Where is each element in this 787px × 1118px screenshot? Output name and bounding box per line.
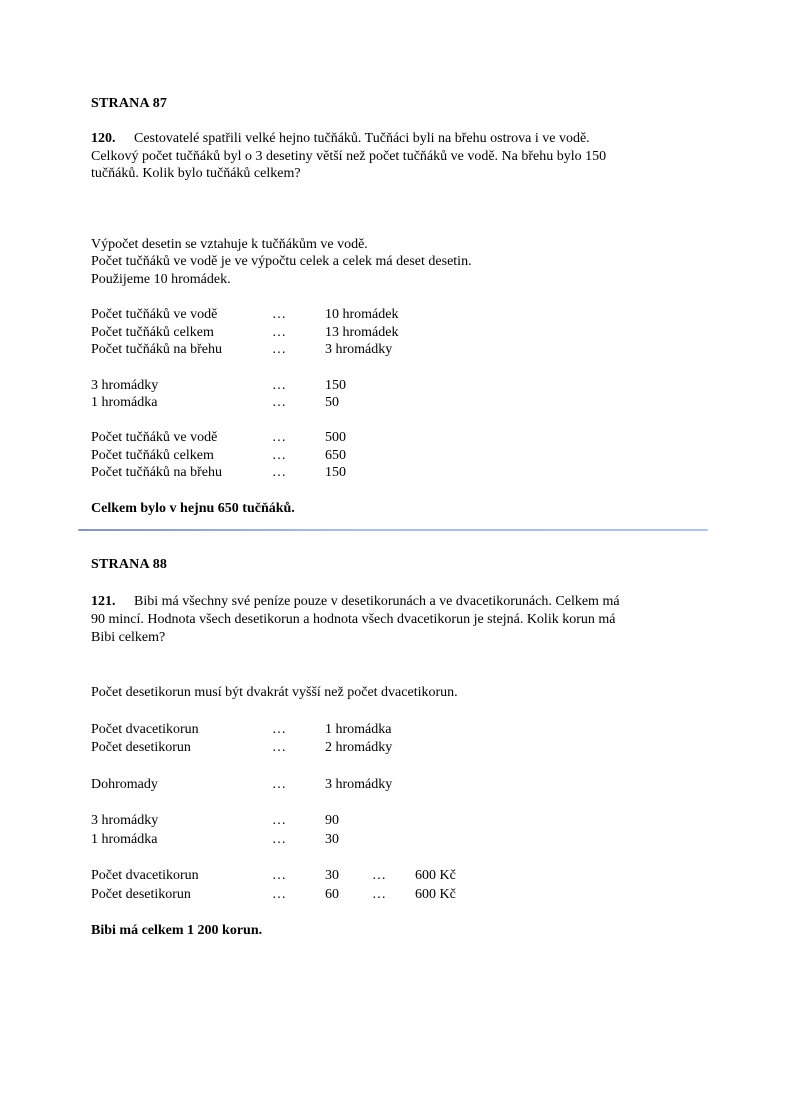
row-label: Počet dvacetikorun [91,868,199,884]
row-label: Počet tučňáků na břehu [91,465,223,481]
table-row [91,464,707,482]
row-value: 1 hromádka [325,721,392,737]
table-row [91,886,707,904]
table-total-piles [91,776,707,794]
row-dots: … [272,324,286,340]
row-label: Počet tučňáků celkem [91,447,214,463]
problem-121-line-3: Bibi celkem? [91,630,166,646]
problem-120-text: Cestovatelé spatřili velké hejno tučňáků. Tučňáci byli na břehu ostrova i ve vodě. [134,131,590,147]
table-row [91,776,707,794]
explanation-88 [91,684,707,702]
table-row [91,739,707,757]
row-value: 650 [325,447,346,463]
row-dots: … [272,813,286,829]
row-label: Počet tučňáků na břehu [91,342,223,358]
row-value: 150 [325,377,346,393]
document-content [91,95,707,941]
table-row [91,306,707,324]
row-label: 1 hromádka [91,395,158,411]
row-value-2: 600 Kč [415,868,456,884]
conclusion-87: Celkem bylo v hejnu 650 tučňáků. [91,500,295,516]
row-dots: … [372,886,386,902]
table-row [91,812,707,830]
table-row [91,324,707,342]
row-value: 30 [325,868,339,884]
row-label: Dohromady [91,776,158,792]
row-dots: … [272,868,286,884]
row-label: Počet desetikorun [91,740,191,756]
table-row [91,721,707,739]
row-label: Počet tučňáků ve vodě [91,430,218,446]
section-87-heading: STRANA 87 [91,96,168,111]
row-dots: … [272,342,286,358]
table-row [91,429,707,447]
row-dots: … [272,465,286,481]
row-dots: … [272,307,286,323]
row-value: 500 [325,430,346,446]
row-dots: … [272,447,286,463]
problem-120-number: 120. [91,131,116,147]
row-label: Počet tučňáků celkem [91,324,214,340]
problem-120-line-3: tučňáků. Kolik bylo tučňáků celkem? [91,166,301,182]
table-row [91,831,707,849]
table-coin-results [91,867,707,904]
row-label: Počet desetikorun [91,886,191,902]
row-value: 60 [325,886,339,902]
problem-121-number: 121. [91,593,116,609]
problem-120-paragraph [91,130,707,183]
explanation-line: Počet desetikorun musí být dvakrát vyšší než počet dvacetikorun. [91,685,458,701]
explanation-line: Výpočet desetin se vztahuje k tučňákům ve vodě. [91,236,368,252]
row-value: 90 [325,813,339,829]
row-value-2: 600 Kč [415,886,456,902]
conclusion-88: Bibi má celkem 1 200 korun. [91,923,263,939]
explanation-line: Počet tučňáků ve vodě je ve výpočtu celek a celek má deset desetin. [91,254,472,270]
section-strana-88 [91,556,707,940]
row-dots: … [272,831,286,847]
table-row [91,394,707,412]
row-label: Počet tučňáků ve vodě [91,307,218,323]
row-dots: … [272,430,286,446]
row-value: 10 hromádek [325,307,399,323]
row-label: 1 hromádka [91,831,158,847]
problem-121-paragraph [91,593,707,648]
row-dots: … [272,740,286,756]
row-label: 3 hromádky [91,813,159,829]
problem-121-text: Bibi má všechny své peníze pouze v desetikorunách a ve dvacetikorunách. Celkem má [134,593,620,609]
row-value: 2 hromádky [325,740,393,756]
problem-120-line-2: Celkový počet tučňáků byl o 3 desetiny větší než počet tučňáků ve vodě. Na břehu bylo 150 [91,148,607,164]
row-dots: … [272,395,286,411]
row-dots: … [272,776,286,792]
row-label: Počet dvacetikorun [91,721,199,737]
row-label: 3 hromádky [91,377,159,393]
explanation-87 [91,236,707,289]
table-row [91,447,707,465]
table-penguins-results [91,429,707,482]
row-value: 3 hromádky [325,342,393,358]
table-penguins-piles [91,306,707,359]
table-pile-values [91,377,707,412]
row-dots: … [272,886,286,902]
row-dots: … [272,377,286,393]
problem-120-line-1 [91,130,707,148]
table-row [91,867,707,885]
row-dots: … [272,721,286,737]
explanation-line: Použijeme 10 hromádek. [91,271,231,287]
section-divider-rule [78,529,708,531]
problem-121-line-1 [91,593,707,611]
row-value: 30 [325,831,339,847]
table-row [91,341,707,359]
row-value: 13 hromádek [325,324,399,340]
row-value: 50 [325,395,339,411]
section-88-heading: STRANA 88 [91,557,168,573]
row-dots: … [372,868,386,884]
row-value: 3 hromádky [325,776,393,792]
section-strana-87 [91,95,707,517]
row-value: 150 [325,465,346,481]
table-row [91,377,707,395]
table-pile-values-88 [91,812,707,849]
problem-121-line-2: 90 mincí. Hodnota všech desetikorun a hodnota všech dvacetikorun je stejná. Kolik korun má [91,612,616,628]
table-coin-piles [91,721,707,758]
